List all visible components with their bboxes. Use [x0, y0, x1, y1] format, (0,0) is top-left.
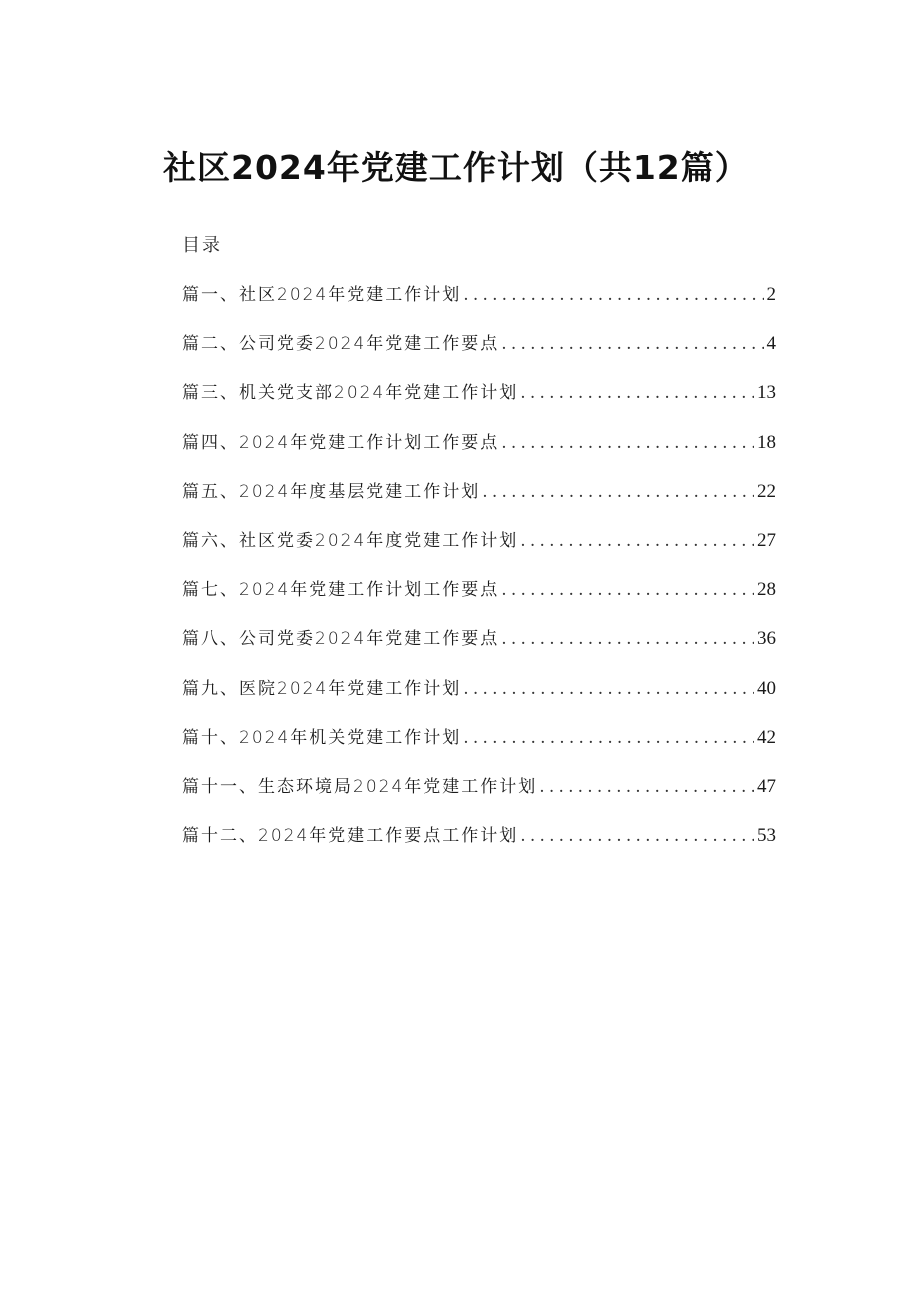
toc-entry-1[interactable]: [182, 282, 776, 331]
toc-page-number: 47: [757, 775, 776, 797]
toc-dot-leader: [501, 331, 763, 357]
toc-dot-leader: [482, 479, 754, 505]
toc-entry-label: 篇十、2024年机关党建工作计划: [182, 727, 462, 748]
toc-page-number: 36: [757, 628, 776, 650]
toc-page-number: 18: [757, 431, 776, 453]
toc-page-number: 22: [757, 480, 776, 502]
toc-dot-leader: [501, 430, 754, 456]
toc-entry-10[interactable]: [182, 725, 776, 774]
document-title: 社区2024年党建工作计划（共12篇）: [163, 148, 749, 187]
toc-entry-label: 篇十二、2024年党建工作要点工作计划: [182, 826, 519, 847]
toc-entry-label: 篇四、2024年党建工作计划工作要点: [182, 432, 500, 453]
toc-page-number: 2: [766, 284, 776, 305]
toc-entry-label: 篇十一、生态环境局2024年党建工作计划: [182, 776, 538, 797]
toc-entry-label: 篇九、医院2024年党建工作计划: [182, 678, 462, 699]
toc-entry-label: 篇三、机关党支部2024年党建工作计划: [182, 383, 519, 404]
toc-page-number: 28: [757, 579, 776, 601]
toc-entry-8[interactable]: [182, 626, 776, 675]
toc-dot-leader: [463, 725, 754, 751]
toc-dot-leader: [501, 577, 754, 603]
toc-dot-leader: [520, 380, 754, 406]
toc-page-number: 27: [757, 529, 776, 551]
toc-entry-9[interactable]: [182, 676, 776, 725]
toc-entry-5[interactable]: [182, 479, 776, 528]
toc-entry-7[interactable]: [182, 577, 776, 626]
toc-page-number: 40: [757, 677, 776, 699]
toc-entry-2[interactable]: [182, 331, 776, 380]
toc-entry-label: 篇一、社区2024年党建工作计划: [182, 285, 462, 305]
toc-dot-leader: [463, 282, 763, 308]
toc-heading: 目录: [182, 235, 222, 256]
toc-dot-leader: [520, 823, 754, 849]
toc-entry-12[interactable]: [182, 823, 776, 872]
toc-entry-label: 篇七、2024年党建工作计划工作要点: [182, 580, 500, 601]
toc-page-number: 13: [757, 382, 776, 404]
toc-dot-leader: [463, 676, 754, 702]
toc-entry-6[interactable]: [182, 528, 776, 577]
toc-entry-label: 篇五、2024年度基层党建工作计划: [182, 481, 481, 502]
table-of-contents: [182, 282, 776, 872]
toc-dot-leader: [539, 774, 754, 800]
toc-page-number: 42: [757, 726, 776, 748]
toc-entry-label: 篇六、社区党委2024年度党建工作计划: [182, 530, 519, 551]
toc-dot-leader: [501, 626, 754, 652]
toc-dot-leader: [520, 528, 754, 554]
toc-entry-label: 篇八、公司党委2024年党建工作要点: [182, 629, 500, 650]
toc-entry-label: 篇二、公司党委2024年党建工作要点: [182, 334, 500, 355]
toc-page-number: 53: [757, 825, 776, 847]
toc-entry-4[interactable]: [182, 430, 776, 479]
toc-entry-3[interactable]: [182, 380, 776, 429]
toc-page-number: 4: [766, 333, 776, 355]
toc-entry-11[interactable]: [182, 774, 776, 823]
